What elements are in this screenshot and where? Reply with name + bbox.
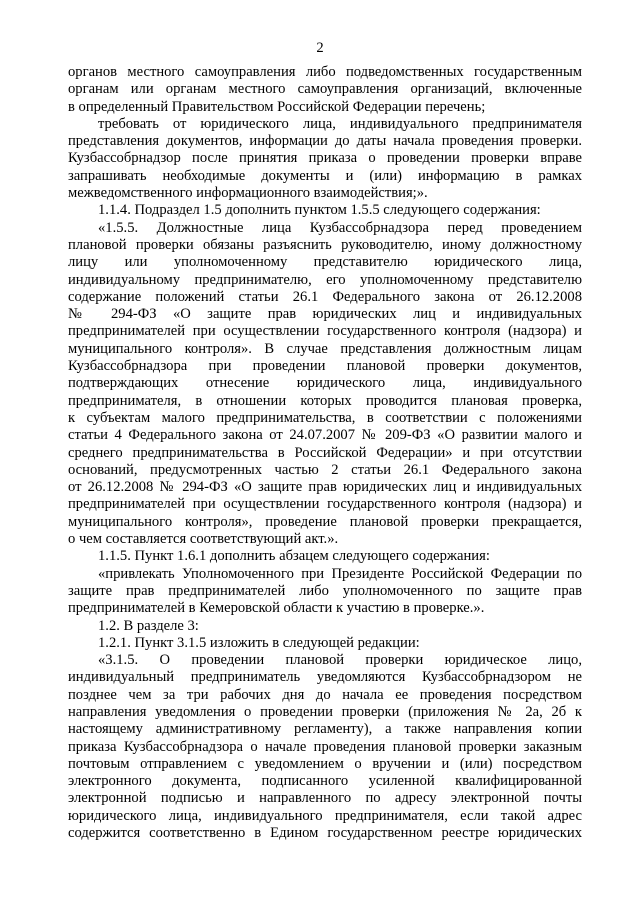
text-line: электронной подписью и направленного по адресу электронной почты	[68, 790, 582, 807]
text-line: приказа Кузбассобрнадзора о начале проведения плановой проверки заказным	[68, 738, 582, 755]
text-line: «3.1.5. О проведении плановой проверки юридическое лицо,	[98, 652, 582, 669]
text-line: плановой проверки обязаны разъяснить руководителю, иному должностному	[68, 236, 582, 253]
text-line: о чем составляется соответствующий акт.».	[68, 531, 339, 548]
text-line: статьи 4 Федерального закона от 24.07.2007 № 209-ФЗ «О развитии малого и	[68, 427, 582, 444]
text-line: предпринимателей при осуществлении государственного контроля (надзора) и	[68, 323, 582, 340]
text-line: защите прав предпринимателей либо уполномоченного по защите прав	[68, 582, 582, 599]
text-line: 1.2. В разделе 3:	[98, 617, 199, 634]
text-line: межведомственного информационного взаимодействия;».	[68, 185, 428, 202]
text-line: 1.1.4. Подраздел 1.5 дополнить пунктом 1.5.5 следующего содержания:	[98, 202, 541, 219]
text-line: направления уведомления о проведении проверки (приложения № 2а, 2б к	[68, 703, 582, 720]
text-line: электронного документа, подписанного усиленной квалифицированной	[68, 773, 582, 790]
text-line: № 294-ФЗ «О защите прав юридических лиц и индивидуальных	[68, 306, 582, 323]
text-line: от 26.12.2008 № 294-ФЗ «О защите прав юридических лиц и индивидуальных	[68, 479, 582, 496]
text-line: индивидуальный предприниматель уведомляются Кузбассобрнадзором не	[68, 669, 582, 686]
text-line: среднего предпринимательства в Российской Федерации» и при отсутствии	[68, 444, 582, 461]
text-line: Кузбассобрнадзор после принятия приказа о проведении проверки вправе	[68, 150, 582, 167]
text-line: содержание положений статьи 26.1 Федерального закона от 26.12.2008	[68, 288, 582, 305]
page-number: 2	[316, 40, 324, 56]
text-line: предпринимателей при осуществлении государственного контроля (надзора) и	[68, 496, 582, 513]
text-line: настоящему административному регламенту), а также направления копии	[68, 721, 582, 738]
text-line: почтовым отправлением с уведомлением о вручении и (или) посредством	[68, 755, 582, 772]
text-line: запрашивать необходимые документы и (или) информацию в рамках	[68, 167, 582, 184]
text-line: Кузбассобрнадзора при проведении плановой проверки документов,	[68, 358, 582, 375]
text-line: муниципального контроля», проведение плановой проверки прекращается,	[68, 513, 582, 530]
text-line: муниципального контроля». В случае представления должностным лицам	[68, 340, 582, 357]
text-line: индивидуальному предпринимателю, его уполномоченному представителю	[68, 271, 582, 288]
text-line: органам или органам местного самоуправления организаций, включенные	[68, 81, 582, 98]
text-line: подтверждающих отнесение юридического лица, индивидуального	[68, 375, 582, 392]
text-line: позднее чем за три рабочих дня до начала ее проведения посредством	[68, 686, 582, 703]
text-line: «1.5.5. Должностные лица Кузбассобрнадзора перед проведением	[98, 219, 582, 236]
text-line: требовать от юридического лица, индивидуального предпринимателя	[98, 115, 582, 132]
text-line: оснований, предусмотренных частью 2 статьи 26.1 Федерального закона	[68, 461, 582, 478]
text-line: представления документов, информации до даты начала проведения проверки.	[68, 133, 582, 150]
text-line: органов местного самоуправления либо подведомственных государственным	[68, 64, 582, 80]
text-line: предпринимателей в Кемеровской области к участию в проверке.».	[68, 600, 485, 617]
text-line: юридического лица, индивидуального предпринимателя, если такой адрес	[68, 807, 582, 824]
text-line: 1.2.1. Пункт 3.1.5 изложить в следующей редакции:	[98, 634, 420, 651]
text-line: предпринимателя, в отношении которых проводится плановая проверка,	[68, 392, 582, 409]
text-line: в определенный Правительством Российской Федерации перечень;	[68, 98, 486, 115]
text-line: содержится соответственно в Едином государственном реестре юридических	[68, 825, 582, 842]
text-line: лицу или уполномоченному представителю юридического лица,	[68, 254, 582, 271]
text-line: к субъектам малого предпринимательства, в соответствии с положениями	[68, 409, 582, 426]
document-body	[68, 64, 582, 842]
text-line: «привлекать Уполномоченного при Президенте Российской Федерации по	[98, 565, 582, 582]
text-line: 1.1.5. Пункт 1.6.1 дополнить абзацем следующего содержания:	[98, 548, 490, 565]
